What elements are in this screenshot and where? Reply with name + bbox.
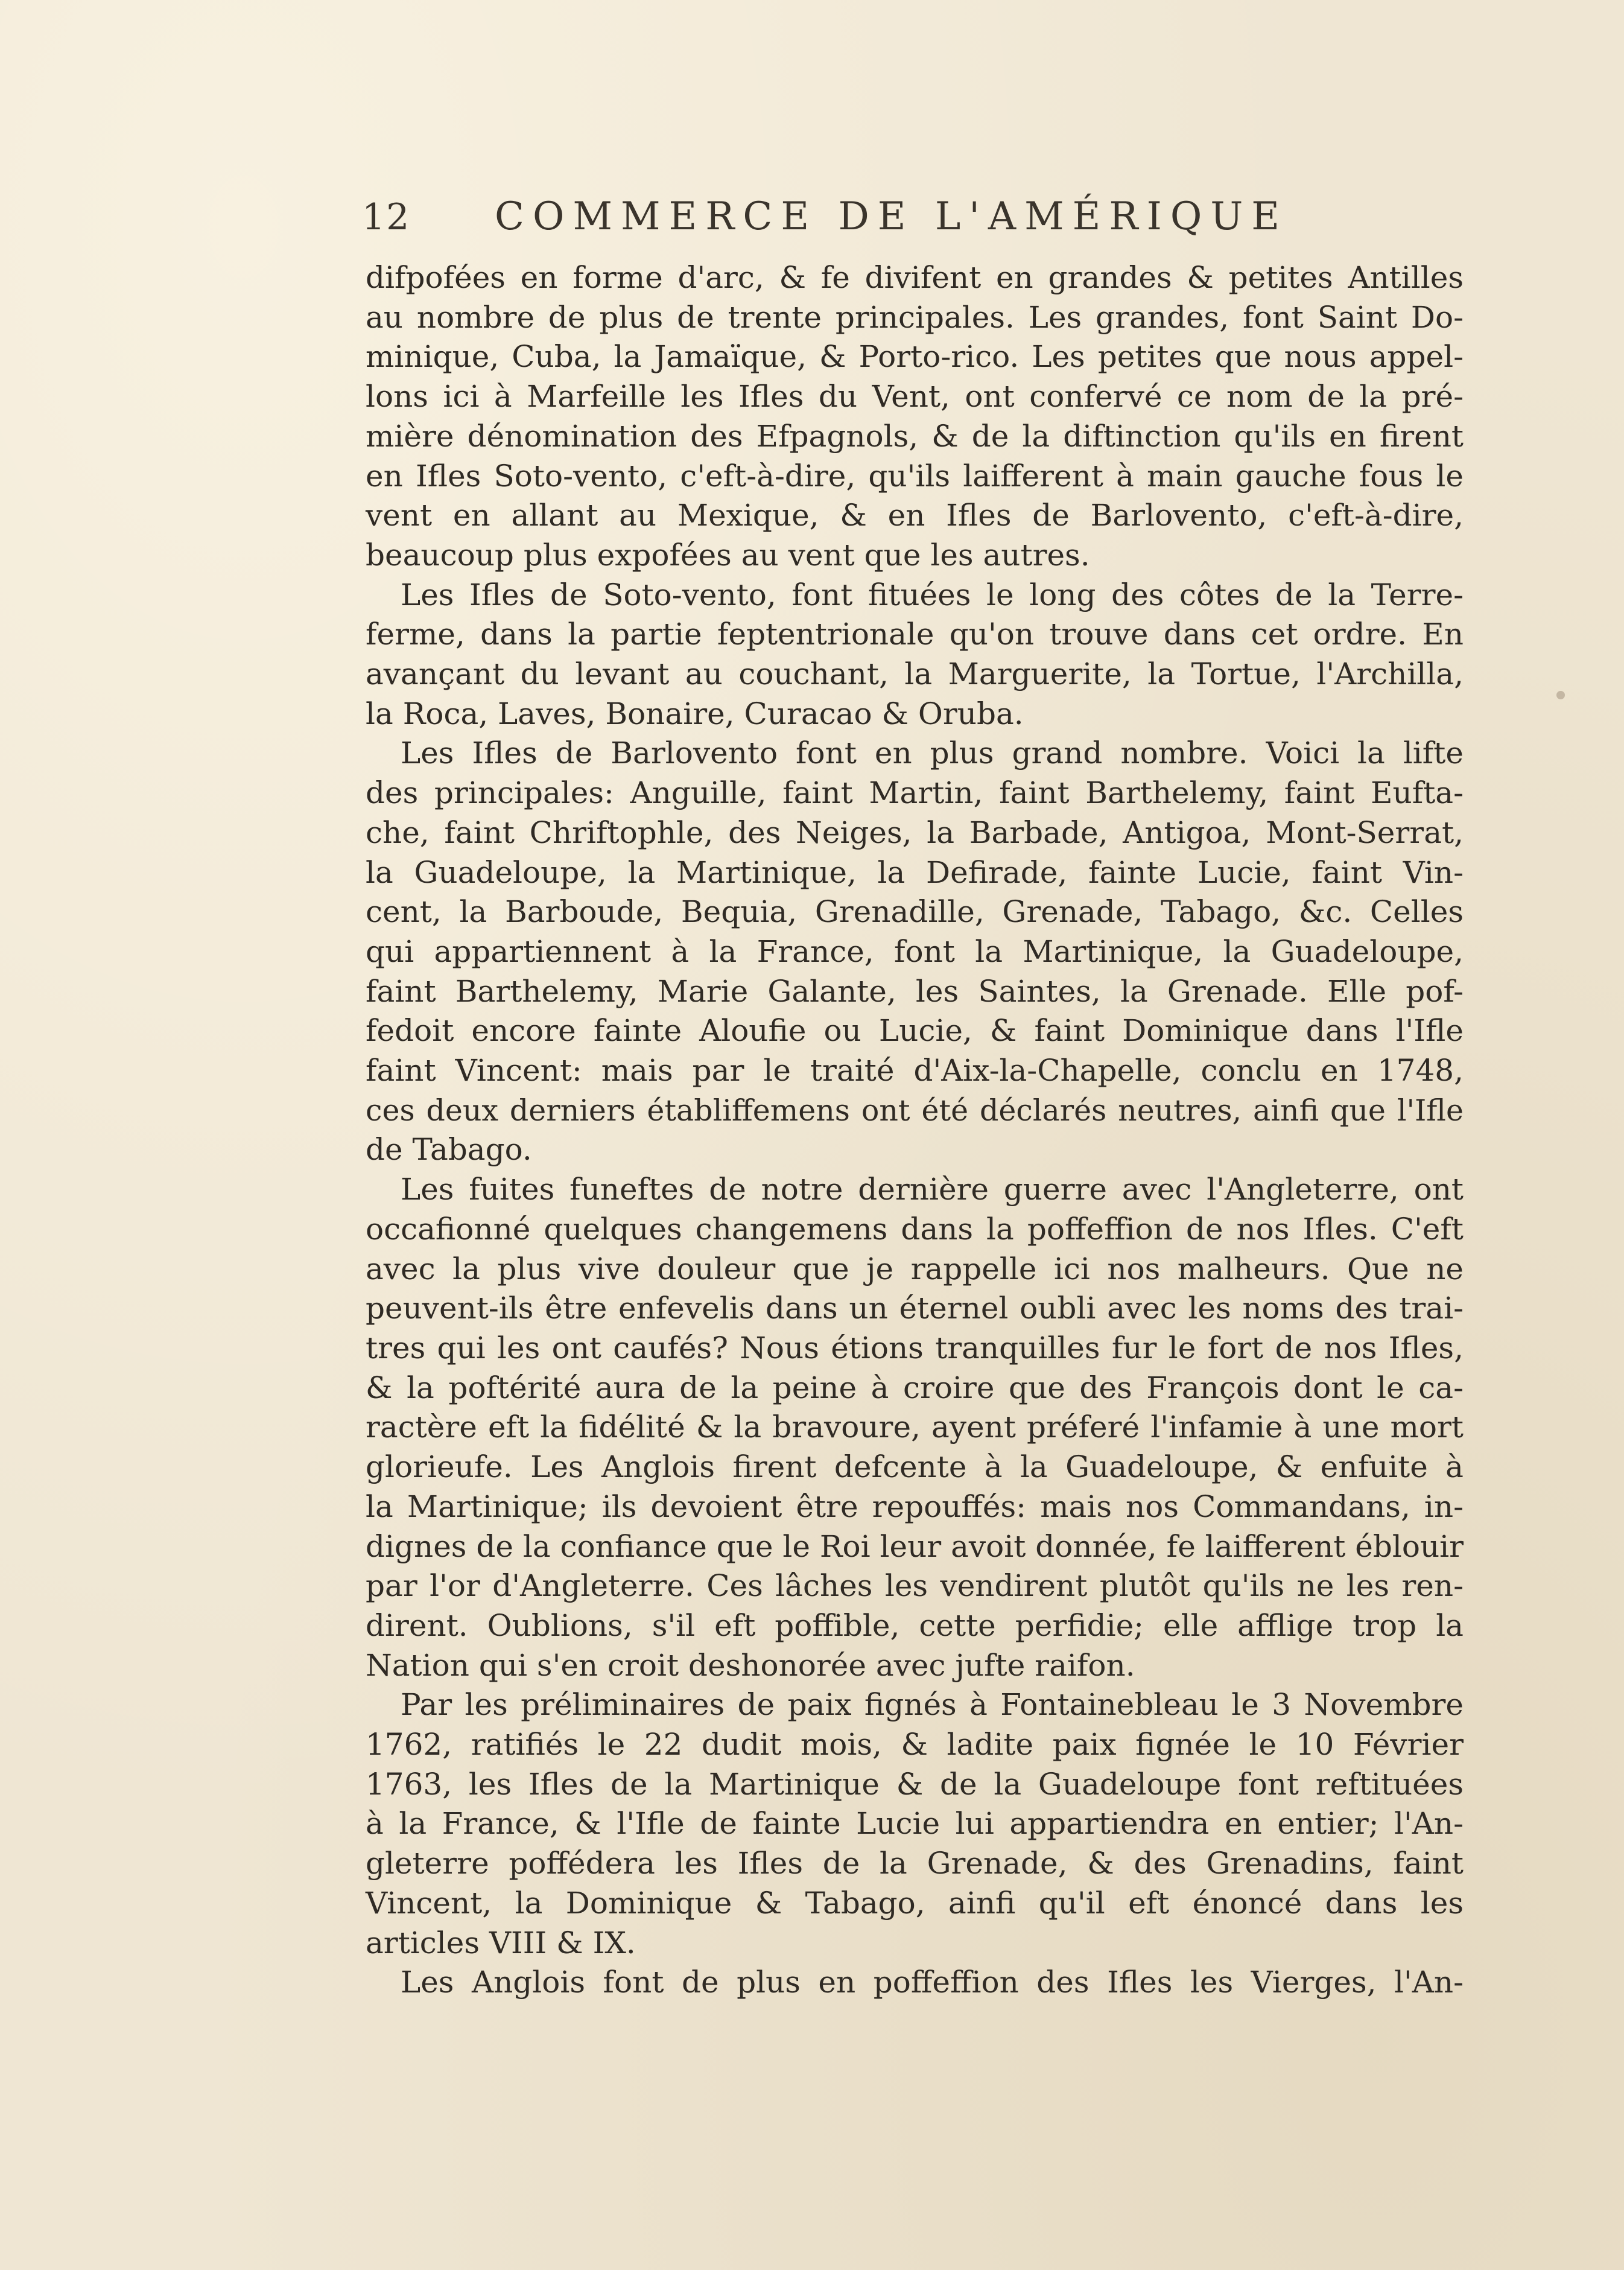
text-line: occafionné quelques changemens dans la poffeffion de nos Ifles. C'eft	[366, 1211, 1464, 1247]
text-line: à la France, & l'Ifle de fainte Lucie lui appartiendra en entier; l'An-	[366, 1806, 1464, 1842]
text-line: 1762, ratifiés le 22 dudit mois, & ladite paix fignée le 10 Février	[366, 1727, 1464, 1763]
text-line: de Tabago.	[366, 1132, 532, 1168]
text-line: Nation qui s'en croit deshonorée avec jufte raifon.	[366, 1647, 1135, 1683]
text-line: Les fuites funeftes de notre dernière guerre avec l'Angleterre, ont	[401, 1172, 1464, 1207]
text-line: avançant du levant au couchant, la Marguerite, la Tortue, l'Archilla,	[366, 657, 1464, 692]
paper-smudge	[1556, 691, 1565, 699]
text-line: la Martinique; ils devoient être repouffés: mais nos Commandans, in-	[366, 1489, 1464, 1524]
text-line: Les Ifles de Barlovento font en plus grand nombre. Voici la lifte	[401, 736, 1464, 771]
running-title: COMMERCE DE L'AMÉRIQUE	[495, 194, 1288, 239]
text-line: minique, Cuba, la Jamaïque, & Porto-rico. Les petites que nous appel-	[366, 339, 1464, 375]
text-line: au nombre de plus de trente principales. Les grandes, font Saint Do-	[366, 299, 1464, 335]
page-number: 12	[362, 196, 411, 238]
text-line: fedoit encore fainte Aloufie ou Lucie, & faint Dominique dans l'Ifle	[366, 1013, 1464, 1049]
text-line: tres qui les ont caufés? Nous étions tranquilles fur le fort de nos Ifles,	[366, 1330, 1464, 1365]
text-line: cent, la Barboude, Bequia, Grenadille, Grenade, Tabago, &c. Celles	[366, 894, 1464, 930]
text-line: la Roca, Laves, Bonaire, Curacao & Oruba.	[366, 696, 1024, 731]
text-line: la Guadeloupe, la Martinique, la Defirade, fainte Lucie, faint Vin-	[366, 854, 1464, 890]
text-line: des principales: Anguille, faint Martin, faint Barthelemy, faint Eufta-	[366, 775, 1464, 811]
text-line: 1763, les Ifles de la Martinique & de la Guadeloupe font reftituées	[366, 1766, 1464, 1802]
text-line: qui appartiennent à la France, font la Martinique, la Guadeloupe,	[366, 933, 1464, 969]
text-line: dirent. Oublions, s'il eft poffible, cette perfidie; elle afflige trop la	[366, 1607, 1464, 1643]
text-line: che, faint Chriftophle, des Neiges, la Barbade, Antigoa, Mont-Serrat,	[366, 815, 1464, 850]
text-line: articles VIII & IX.	[366, 1925, 636, 1960]
text-line: Par les préliminaires de paix fignés à Fontainebleau le 3 Novembre	[401, 1687, 1464, 1723]
text-line: gleterre poffédera les Ifles de la Grenade, & des Grenadins, faint	[366, 1846, 1464, 1881]
text-line: peuvent-ils être enfevelis dans un éternel oubli avec les noms des trai-	[366, 1291, 1464, 1326]
text-line: Les Anglois font de plus en poffeffion des Ifles les Vierges, l'An-	[401, 1965, 1464, 2000]
text-line: faint Vincent: mais par le traité d'Aix-la-Chapelle, conclu en 1748,	[366, 1053, 1464, 1089]
text-line: glorieufe. Les Anglois firent defcente à la Guadeloupe, & enfuite à	[366, 1449, 1464, 1485]
text-line: avec la plus vive douleur que je rappelle ici nos malheurs. Que ne	[366, 1251, 1464, 1286]
text-line: Vincent, la Dominique & Tabago, ainfi qu'il eft énoncé dans les	[366, 1885, 1464, 1921]
text-line: mière dénomination des Efpagnols, & de la diftinction qu'ils en firent	[366, 418, 1464, 454]
text-line: en Ifles Soto-vento, c'eft-à-dire, qu'ils laifferent à main gauche fous le	[366, 458, 1464, 494]
text-line: difpofées en forme d'arc, & fe divifent en grandes & petites Antilles	[366, 260, 1464, 295]
body-text	[366, 258, 1464, 2003]
text-line: vent en allant au Mexique, & en Ifles de Barlovento, c'eft-à-dire,	[366, 498, 1464, 533]
text-line: dignes de la confiance que le Roi leur avoit donnée, fe laifferent éblouir	[366, 1528, 1464, 1564]
text-line: ces deux derniers établiffemens ont été déclarés neutres, ainfi que l'Ifle	[366, 1093, 1464, 1128]
text-line: ractère eft la fidélité & la bravoure, ayent préferé l'infamie à une mort	[366, 1410, 1464, 1445]
text-line: lons ici à Marfeille les Ifles du Vent, ont confervé ce nom de la pré-	[366, 379, 1464, 415]
text-line: beaucoup plus expofées au vent que les autres.	[366, 537, 1090, 573]
text-line: Les Ifles de Soto-vento, font fituées le long des côtes de la Terre-	[401, 577, 1464, 612]
text-line: par l'or d'Angleterre. Ces lâches les vendirent plutôt qu'ils ne les ren-	[366, 1568, 1464, 1604]
text-line: faint Barthelemy, Marie Galante, les Saintes, la Grenade. Elle pof-	[366, 973, 1464, 1009]
page-header	[362, 194, 1339, 255]
text-line: ferme, dans la partie feptentrionale qu'on trouve dans cet ordre. En	[366, 617, 1464, 652]
text-line: & la poftérité aura de la peine à croire que des François dont le ca-	[366, 1370, 1464, 1405]
